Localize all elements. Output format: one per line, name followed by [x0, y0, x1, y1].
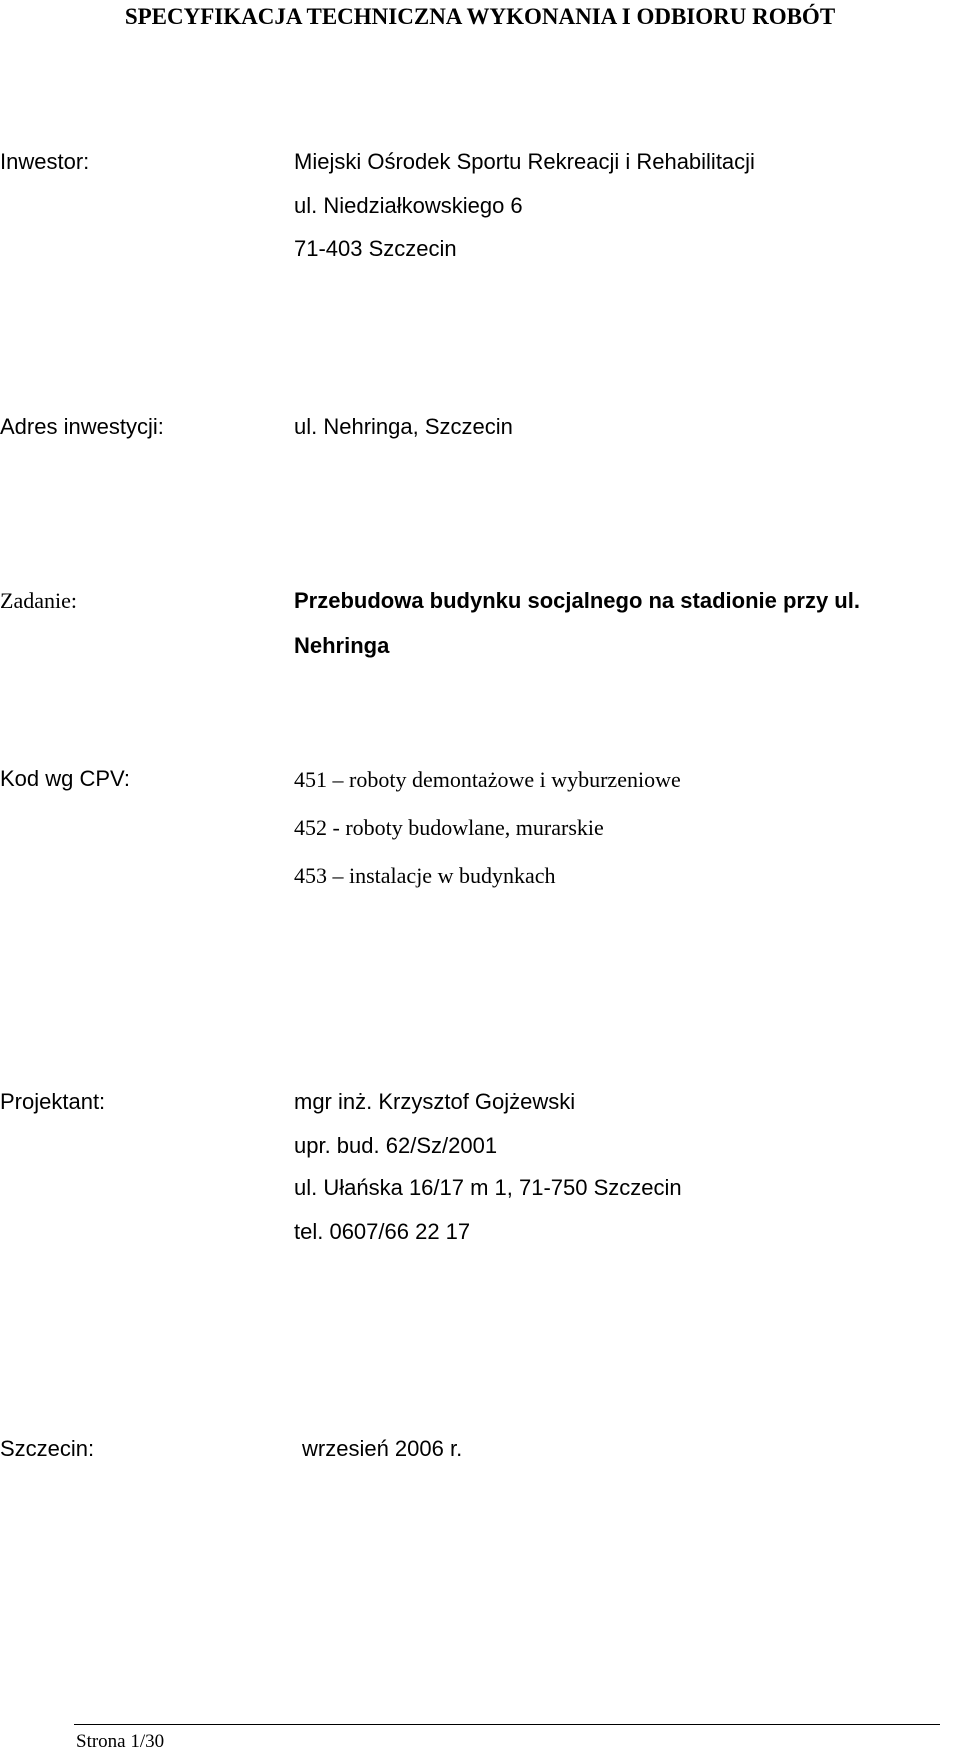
designer-phone: tel. 0607/66 22 17 — [294, 1219, 471, 1244]
page-number: Strona 1/30 — [76, 1731, 165, 1752]
investor-name: Miejski Ośrodek Sportu Rekreacji i Rehabilitacji — [294, 149, 755, 174]
investor-street: ul. Niedziałkowskiego 6 — [294, 193, 523, 218]
designer-label: Projektant: — [0, 1089, 106, 1114]
page-title: SPECYFIKACJA TECHNICZNA WYKONANIA I ODBIORU ROBÓT — [124, 4, 836, 29]
task-line-2: Nehringa — [294, 633, 390, 658]
place-label: Szczecin: — [0, 1436, 95, 1461]
investor-label: Inwestor: — [0, 149, 90, 174]
cpv-line-453: 453 – instalacje w budynkach — [294, 863, 556, 888]
cpv-line-452: 452 - roboty budowlane, murarskie — [294, 815, 604, 840]
address-value: ul. Nehringa, Szczecin — [294, 414, 513, 439]
cpv-line-451: 451 – roboty demontażowe i wyburzeniowe — [294, 767, 681, 792]
task-line-1: Przebudowa budynku socjalnego na stadionie przy ul. — [294, 588, 860, 613]
investor-city: 71-403 Szczecin — [294, 236, 457, 261]
document-date: wrzesień 2006 r. — [302, 1436, 463, 1461]
designer-name: mgr inż. Krzysztof Gojżewski — [294, 1089, 576, 1114]
designer-address: ul. Ułańska 16/17 m 1, 71-750 Szczecin — [294, 1175, 682, 1200]
footer-divider — [74, 1724, 940, 1725]
task-label: Zadanie: — [0, 588, 77, 613]
cpv-label: Kod wg CPV: — [0, 766, 131, 791]
designer-license: upr. bud. 62/Sz/2001 — [294, 1133, 498, 1158]
address-label: Adres inwestycji: — [0, 414, 164, 439]
